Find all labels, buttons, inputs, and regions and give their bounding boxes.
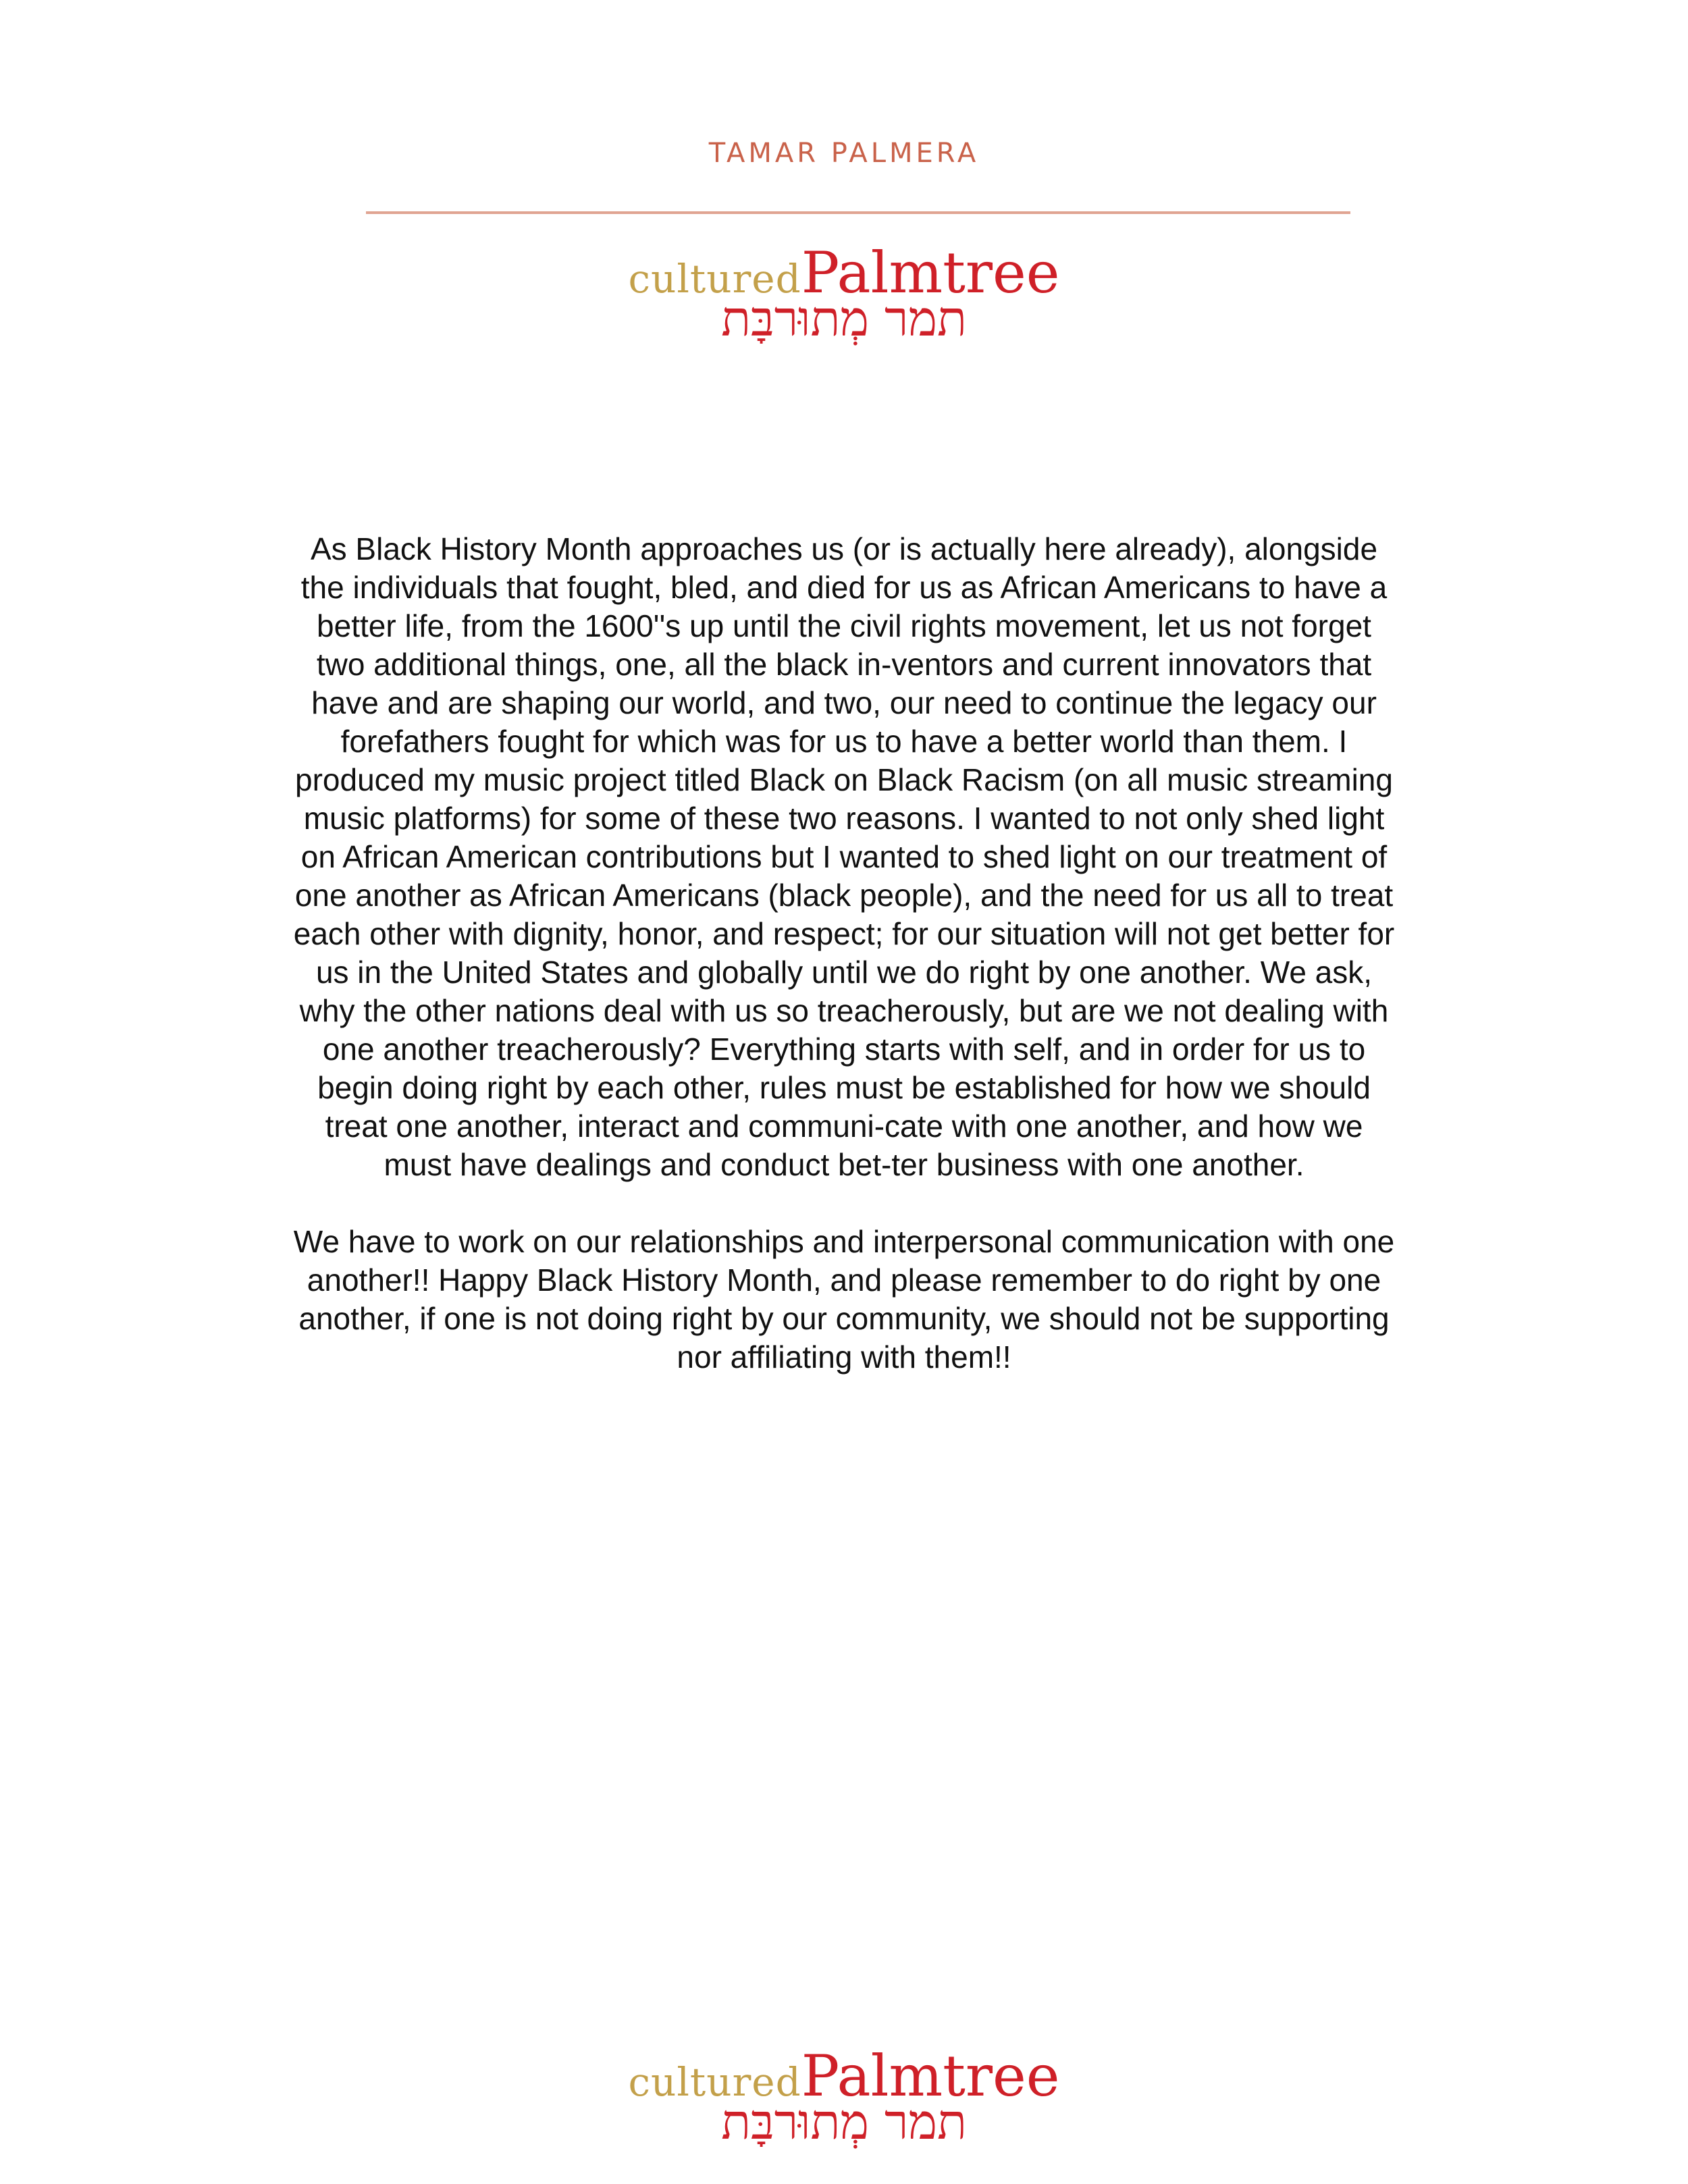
footer-logo xyxy=(0,2043,1688,2150)
article-paragraph-1: As Black History Month approaches us (or is actually here already), alongside the individuals that fought, bled, and died for us as African Americans to have a better life, from the 1600''s up until the civil rights movement, let us not forget two additional things, one, all the black in-ventors and current innovators that have and are shaping our world, and two, our need to continue the legacy our forefathers fought for which was for us to have a better world than them. I produced my music project titled Black on Black Racism (on all music streaming music platforms) for some of these two reasons. I wanted to not only shed light on African American contributions but I wanted to shed light on our treatment of one another as African Americans (black people), and the need for us all to treat each other with dignity, honor, and respect; for our situation will not get better for us in the United States and globally until we do right by one another. We ask, why the other nations deal with us so treacherously, but are we not dealing with one another treacherously? Everything starts with self, and in order for us to begin doing right by each other, rules must be established for how we should treat one another, interact and communi-cate with one another, and how we must have dealings and conduct bet-ter business with one another. xyxy=(293,531,1395,1182)
logo-word-cultured: cultured xyxy=(628,256,801,302)
logo-word-palmtree: Palmtree xyxy=(801,240,1060,306)
header-logo xyxy=(0,240,1688,347)
footer-logo-hebrew-text: תמר מְתוּרבָּת xyxy=(721,2094,967,2150)
article-paragraph-2: We have to work on our relationships and interpersonal communication with one another!! Happy Black History Month, and please remember to do right by one another, if one is not doing right by our community, we should not be supporting nor affiliating with them!! xyxy=(293,1224,1395,1375)
header-divider xyxy=(366,211,1350,214)
author-name: TAMAR PALMERA xyxy=(708,138,980,169)
logo-hebrew-text: תמר מְתוּרבָּת xyxy=(721,290,967,347)
footer-logo-word-palmtree: Palmtree xyxy=(801,2043,1060,2109)
footer-logo-word-cultured: cultured xyxy=(628,2059,801,2105)
article-body xyxy=(290,530,1398,1377)
